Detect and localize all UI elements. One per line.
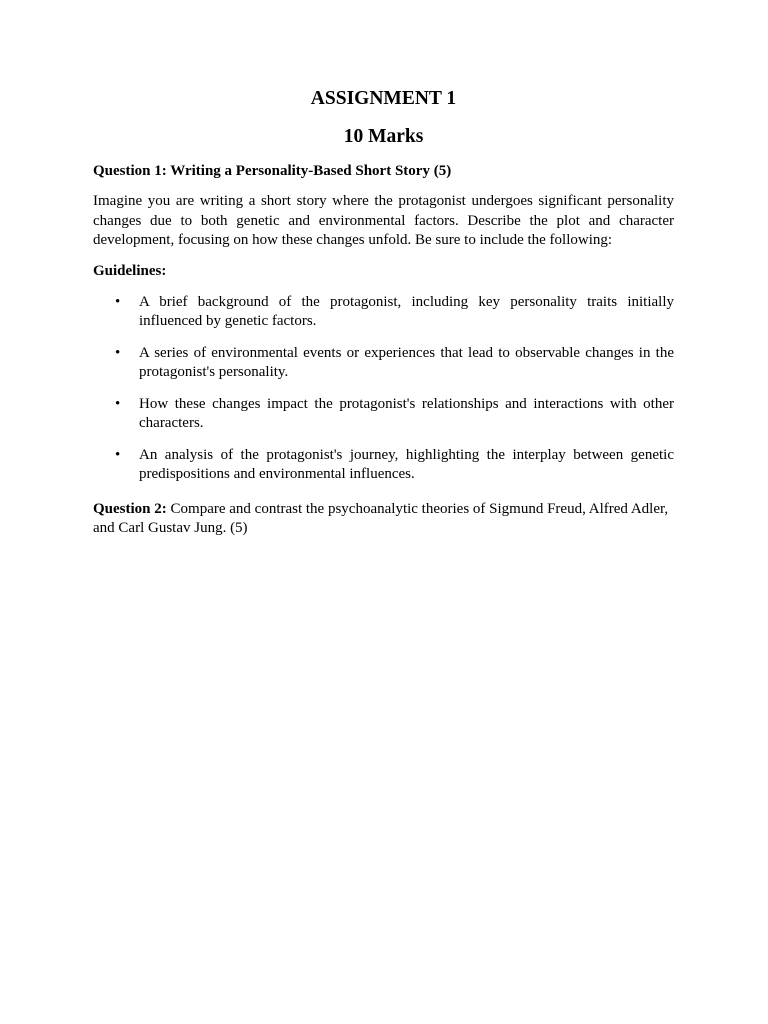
guideline-item — [93, 395, 674, 434]
assignment-title: ASSIGNMENT 1 — [310, 88, 457, 109]
guidelines-list — [93, 293, 674, 485]
guideline-item — [93, 344, 674, 383]
document-page — [93, 86, 674, 538]
bullet-icon: • — [115, 293, 121, 310]
guideline-text: A brief background of the protagonist, including key personality traits initially influenced by genetic factors. — [139, 293, 674, 329]
question-1-heading: Question 1: Writing a Personality-Based Short Story (5) — [93, 163, 452, 179]
question-1-prompt: Imagine you are writing a short story where the protagonist undergoes significant personality changes due to both genetic and environmental factors. Describe the plot and character development, focusing on how these changes unfold. Be sure to include the following: — [93, 193, 674, 248]
guideline-text: How these changes impact the protagonist's relationships and interactions with other characters. — [139, 395, 674, 431]
guidelines-heading: Guidelines: — [93, 262, 167, 279]
guideline-item — [93, 293, 674, 332]
bullet-icon: • — [115, 344, 121, 361]
guideline-text: A series of environmental events or experiences that lead to observable changes in the protagonist's personality. — [139, 344, 674, 380]
bullet-icon: • — [115, 395, 121, 412]
question-2 — [93, 500, 674, 538]
guideline-item — [93, 446, 674, 485]
question-2-text: Compare and contrast the psychoanalytic theories of Sigmund Freud, Alfred Adler, and Carl Gustav Jung. (5) — [93, 500, 669, 536]
question-2-label: Question 2: — [93, 500, 167, 517]
bullet-icon: • — [115, 446, 121, 463]
marks-subtitle: 10 Marks — [343, 126, 424, 147]
guideline-text: An analysis of the protagonist's journey, highlighting the interplay between genetic predispositions and environmental influences. — [139, 446, 674, 482]
